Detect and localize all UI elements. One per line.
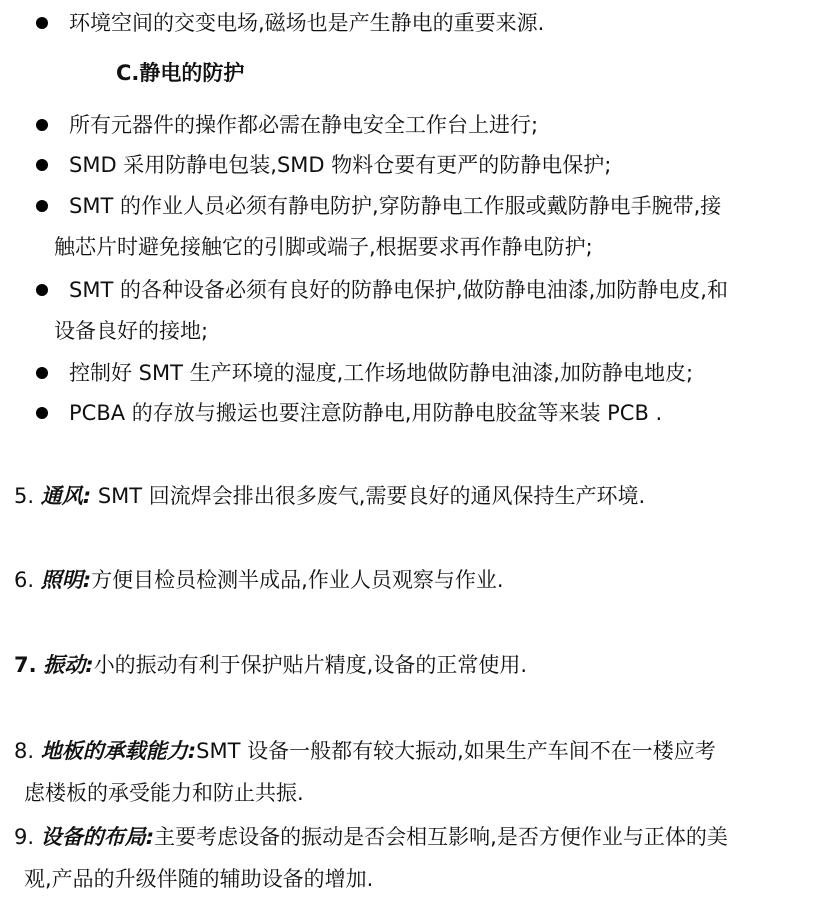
item-term: 照明: xyxy=(40,568,92,592)
item-number: 8. xyxy=(14,739,35,763)
item-number: 7. xyxy=(14,653,37,677)
numbered-item-5 xyxy=(14,481,645,511)
item-number: 9. xyxy=(14,825,35,849)
item-term: 振动: xyxy=(43,653,94,677)
item-term: 设备的布局: xyxy=(40,825,155,849)
bullet-text-continuation: 触芯片时避免接触它的引脚或端子,根据要求再作静电防护; xyxy=(54,235,593,259)
section-heading: C.静电的防护 xyxy=(116,61,245,85)
item-text-continuation: 虑楼板的承受能力和防止共振. xyxy=(24,781,304,805)
bullet-text: 所有元器件的操作都必需在静电安全工作台上进行; xyxy=(69,113,539,137)
numbered-item-8 xyxy=(14,736,716,766)
bullet-dot-icon xyxy=(36,119,48,131)
bullet-text: SMD 采用防静电包装,SMD 物料仓要有更严的防静电保护; xyxy=(69,153,612,177)
bullet-dot-icon xyxy=(36,284,48,296)
item-text: 主要考虑设备的振动是否会相互影响,是否方便作业与正体的美 xyxy=(154,825,728,849)
bullet-text: SMT 的作业人员必须有静电防护,穿防静电工作服或戴防静电手腕带,接 xyxy=(69,194,722,218)
bullet-text-continuation: 设备良好的接地; xyxy=(54,319,209,343)
bullet-text: 控制好 SMT 生产环境的湿度,工作场地做防静电油漆,加防静电地皮; xyxy=(69,361,694,385)
numbered-item-9 xyxy=(14,822,728,852)
bullet-dot-icon xyxy=(36,17,48,29)
item-text-continuation: 观,产品的升级伴随的辅助设备的增加. xyxy=(24,867,374,891)
bullet-dot-icon xyxy=(36,159,48,171)
item-text: 小的振动有利于保护贴片精度,设备的正常使用. xyxy=(93,653,528,677)
numbered-item-6 xyxy=(14,565,504,595)
bullet-text: 环境空间的交变电场,磁场也是产生静电的重要来源. xyxy=(69,11,545,35)
item-text: SMT 回流焊会排出很多废气,需要良好的通风保持生产环境. xyxy=(91,484,646,508)
item-text: 方便目检员检测半成品,作业人员观察与作业. xyxy=(91,568,504,592)
bullet-text: PCBA 的存放与搬运也要注意防静电,用防静电胶盆等来装 PCB . xyxy=(69,401,663,425)
bullet-dot-icon xyxy=(36,367,48,379)
numbered-item-7 xyxy=(14,650,527,680)
item-term: 地板的承载能力: xyxy=(40,739,197,763)
item-text: SMT 设备一般都有较大振动,如果生产车间不在一楼应考 xyxy=(196,739,716,763)
item-number: 5. xyxy=(14,484,35,508)
bullet-dot-icon xyxy=(36,200,48,212)
item-number: 6. xyxy=(14,568,35,592)
bullet-dot-icon xyxy=(36,407,48,419)
item-term: 通风: xyxy=(40,484,92,508)
bullet-text: SMT 的各种设备必须有良好的防静电保护,做防静电油漆,加防静电皮,和 xyxy=(69,278,728,302)
